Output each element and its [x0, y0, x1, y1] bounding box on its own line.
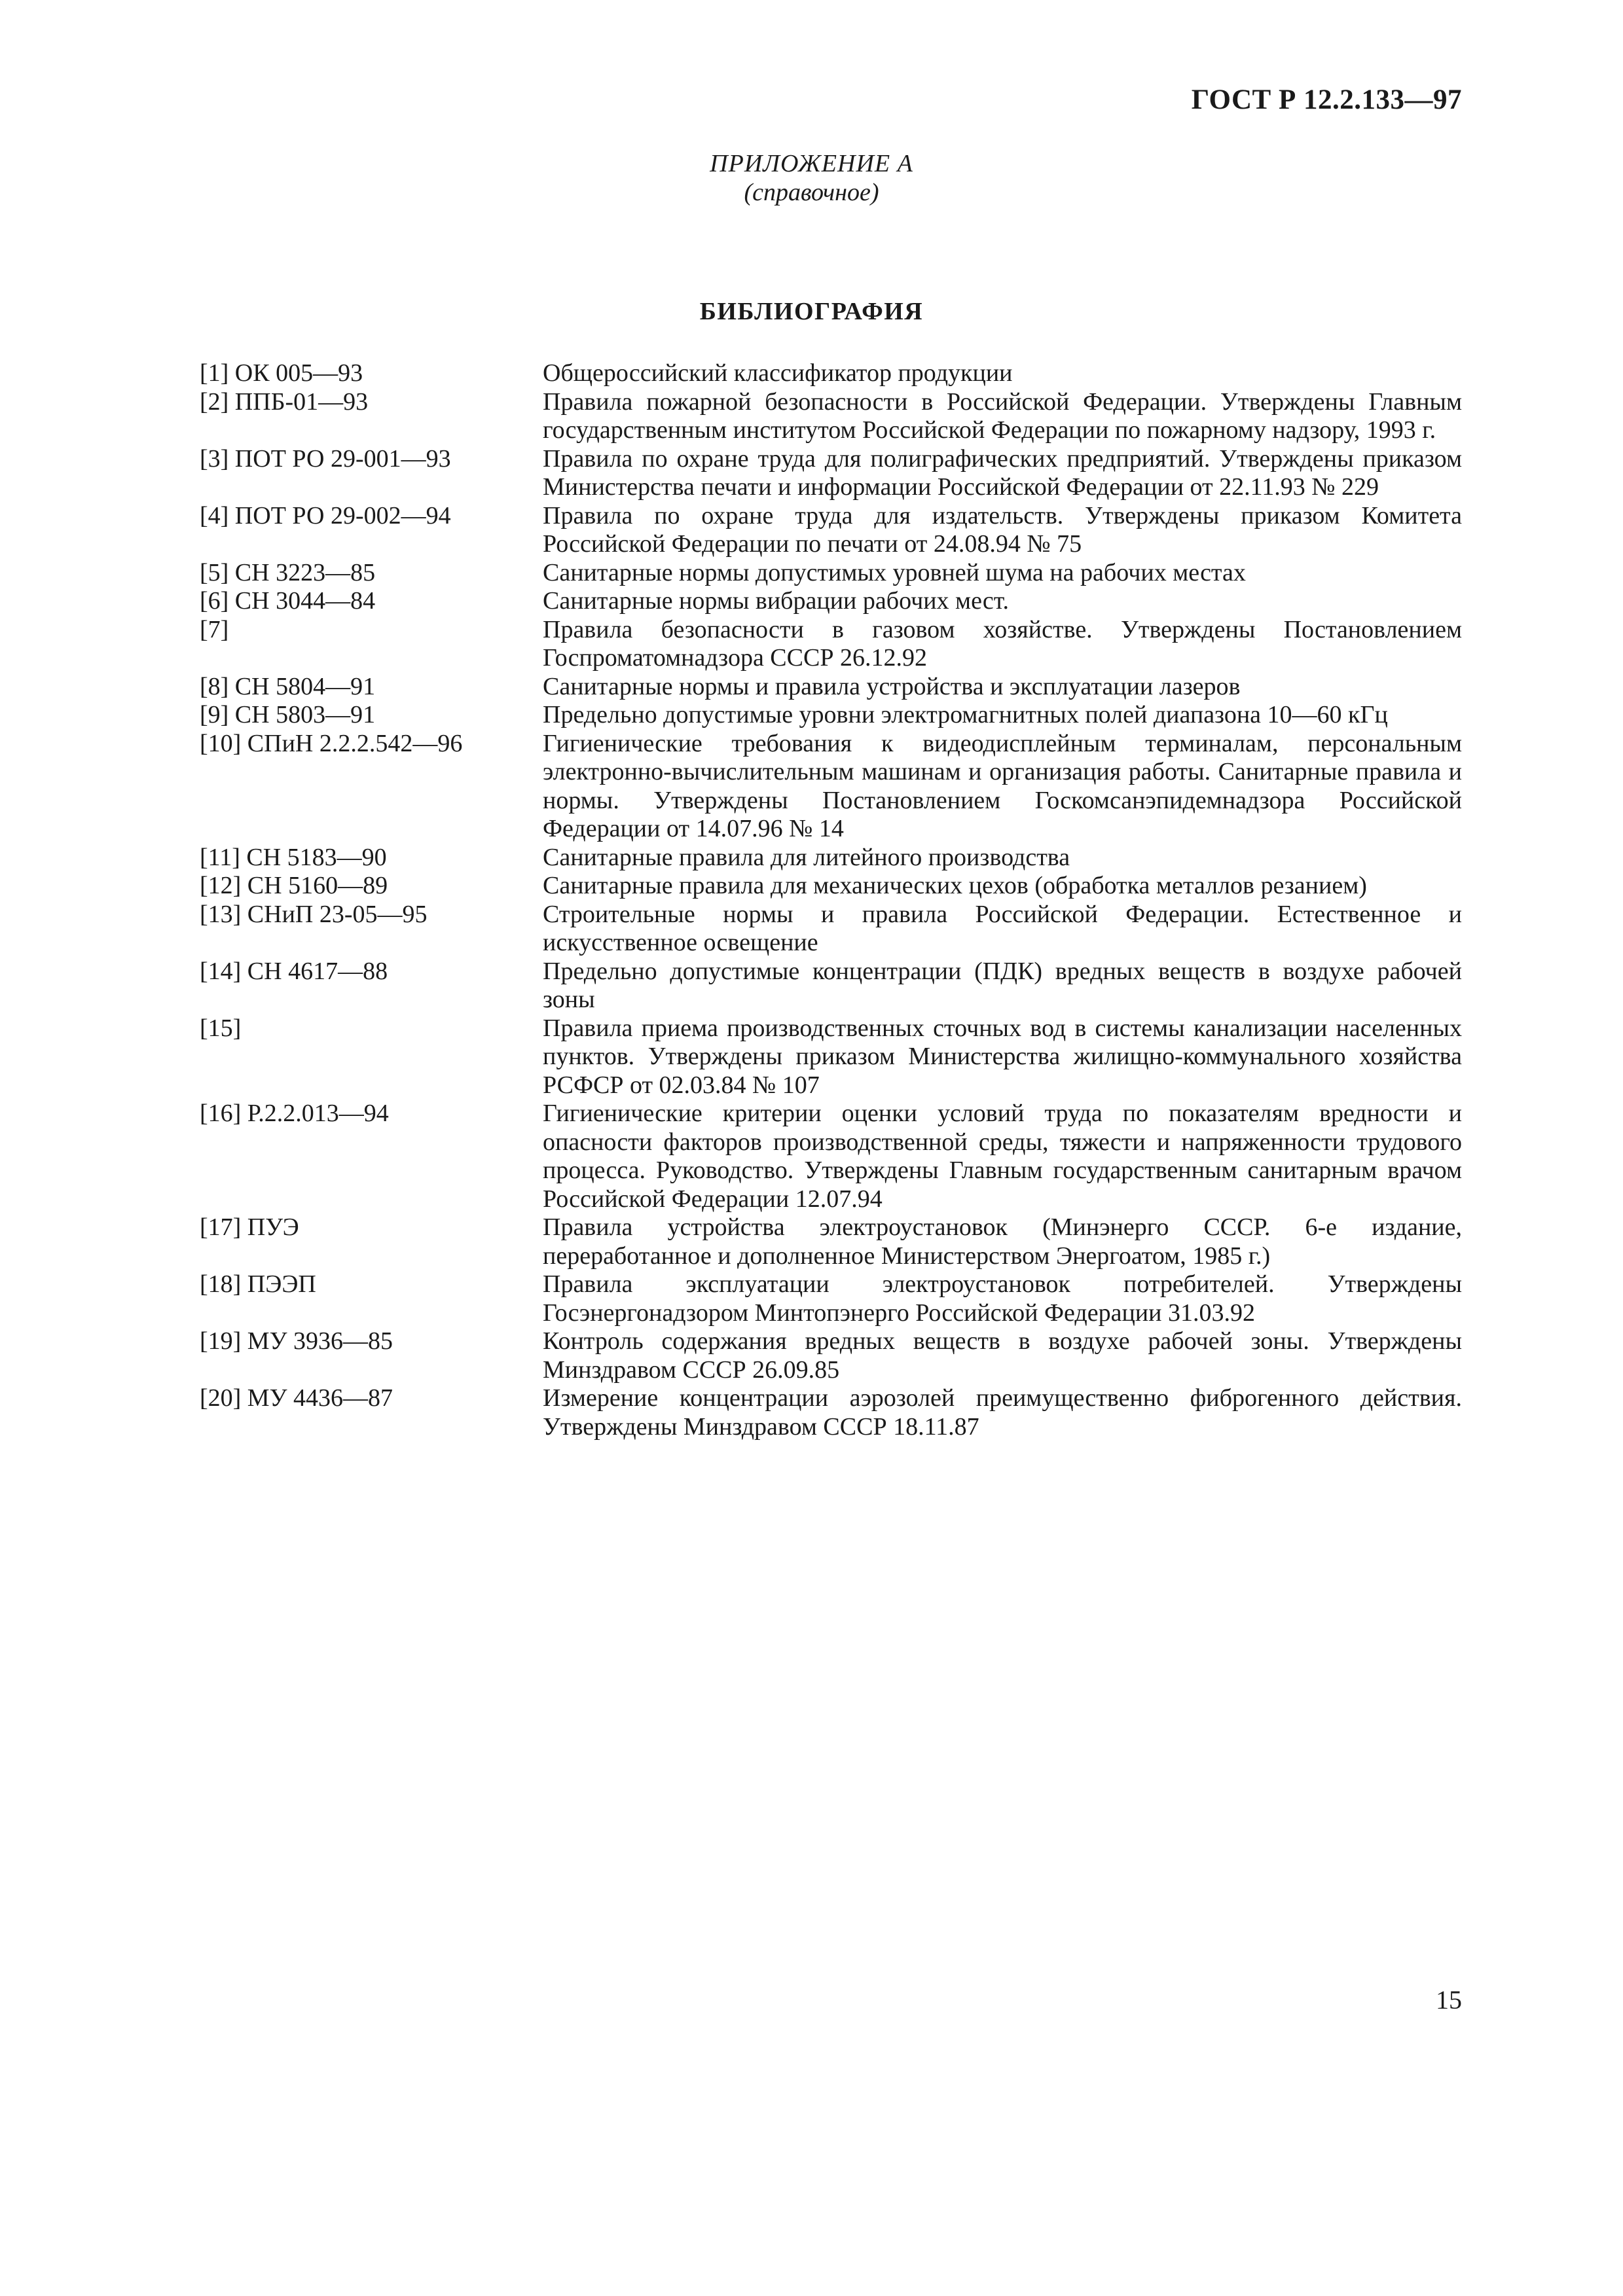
- bibliography-list: [200, 359, 1462, 1441]
- bibliography-ref: [1] ОК 005—93: [200, 359, 363, 387]
- bibliography-ref: [10] СПиН 2.2.2.542—96: [200, 729, 463, 757]
- bibliography-description: Санитарные правила для литейного производства: [543, 843, 1070, 871]
- bibliography-ref: [4] ПОТ РО 29-002—94: [200, 501, 451, 529]
- bibliography-entry: [200, 1327, 1462, 1384]
- bibliography-entry: [200, 872, 1462, 901]
- bibliography-description: Гигиенические требования к видеодисплейным терминалам, персональным электронно-вычислительным машинам и организация работы. Санитарные правила и нормы. Утверждены Постановлением Госкомсанэпидемнадзора Российской Федерации от 14.07.96 № 14: [543, 729, 1462, 842]
- page-number: 15: [1436, 1985, 1462, 2015]
- bibliography-ref: [17] ПУЭ: [200, 1213, 299, 1241]
- bibliography-ref: [19] МУ 3936—85: [200, 1327, 393, 1355]
- bibliography-entry: [200, 701, 1462, 730]
- bibliography-description: Санитарные правила для механических цехов (обработка металлов резанием): [543, 872, 1367, 899]
- bibliography-description: Правила безопасности в газовом хозяйстве. Утверждены Постановлением Госпроматомнадзора СССР 26.12.92: [543, 615, 1462, 672]
- bibliography-ref: [14] СН 4617—88: [200, 957, 388, 985]
- bibliography-ref: [7]: [200, 615, 229, 643]
- bibliography-description: Правила по охране труда для полиграфических предприятий. Утверждены приказом Министерства печати и информации Российской Федерации от 22.11.93 № 229: [543, 444, 1462, 501]
- bibliography-entry: [200, 502, 1462, 559]
- bibliography-entry: [200, 1100, 1462, 1213]
- bibliography-description: Правила пожарной безопасности в Российской Федерации. Утверждены Главным государственным институтом Российской Федерации по пожарному надзору, 1993 г.: [543, 387, 1462, 444]
- bibliography-description: Гигиенические критерии оценки условий труда по показателям вредности и опасности факторов производственной среды, тяжести и напряженности трудового процесса. Руководство. Утверждены Главным государственным санитарным врачом Российской Федерации 12.07.94: [543, 1100, 1462, 1213]
- bibliography-entry: [200, 901, 1462, 958]
- bibliography-entry: [200, 1384, 1462, 1441]
- bibliography-ref: [2] ППБ-01—93: [200, 387, 369, 416]
- document-code: ГОСТ Р 12.2.133—97: [1191, 84, 1462, 115]
- bibliography-description: Контроль содержания вредных веществ в воздухе рабочей зоны. Утверждены Минздравом СССР 26.09.85: [543, 1327, 1462, 1384]
- bibliography-entry: [200, 1014, 1462, 1100]
- bibliography-ref: [18] ПЭЭП: [200, 1270, 316, 1298]
- bibliography-description: Правила приема производственных сточных вод в системы канализации населенных пунктов. Утверждены приказом Министерства жилищно-коммунального хозяйства РСФСР от 02.03.84 № 107: [543, 1014, 1462, 1099]
- bibliography-ref: [13] СНиП 23-05—95: [200, 900, 428, 928]
- bibliography-ref: [9] СН 5803—91: [200, 701, 376, 728]
- bibliography-description: Правила по охране труда для издательств. Утверждены приказом Комитета Российской Федерации по печати от 24.08.94 № 75: [543, 501, 1462, 558]
- bibliography-entry: [200, 445, 1462, 502]
- bibliography-description: Измерение концентрации аэрозолей преимущественно фиброгенного действия. Утверждены Минздравом СССР 18.11.87: [543, 1384, 1462, 1441]
- bibliography-entry: [200, 1270, 1462, 1327]
- bibliography-entry: [200, 844, 1462, 872]
- bibliography-description: Строительные нормы и правила Российской Федерации. Естественное и искусственное освещение: [543, 900, 1462, 956]
- bibliography-ref: [6] СН 3044—84: [200, 587, 376, 615]
- bibliography-ref: [15]: [200, 1014, 242, 1042]
- bibliography-ref: [11] СН 5183—90: [200, 843, 387, 871]
- bibliography-description: Правила устройства электроустановок (Минэнерго СССР. 6-е издание, переработанное и дополненное Министерством Энергоатом, 1985 г.): [543, 1213, 1462, 1270]
- bibliography-entry: [200, 359, 1462, 388]
- bibliography-ref: [5] СН 3223—85: [200, 558, 376, 586]
- bibliography-ref: [3] ПОТ РО 29-001—93: [200, 444, 451, 473]
- bibliography-description: Общероссийский классификатор продукции: [543, 359, 1013, 387]
- bibliography-ref: [12] СН 5160—89: [200, 872, 388, 899]
- appendix-subtitle: (справочное): [744, 179, 879, 206]
- bibliography-description: Санитарные нормы допустимых уровней шума на рабочих местах: [543, 558, 1246, 586]
- bibliography-entry: [200, 559, 1462, 588]
- bibliography-description: Санитарные нормы вибрации рабочих мест.: [543, 587, 1010, 615]
- bibliography-ref: [8] СН 5804—91: [200, 672, 376, 700]
- bibliography-description: Санитарные нормы и правила устройства и эксплуатации лазеров: [543, 672, 1241, 700]
- bibliography-description: Правила эксплуатации электроустановок потребителей. Утверждены Госэнергонадзором Минтопэнерго Российской Федерации 31.03.92: [543, 1270, 1462, 1327]
- bibliography-ref: [20] МУ 4436—87: [200, 1384, 393, 1412]
- appendix-title: ПРИЛОЖЕНИЕ А: [710, 150, 913, 177]
- bibliography-description: Предельно допустимые уровни электромагнитных полей диапазона 10—60 кГц: [543, 701, 1388, 728]
- bibliography-entry: [200, 587, 1462, 616]
- bibliography-entry: [200, 616, 1462, 673]
- bibliography-entry: [200, 388, 1462, 445]
- section-title: БИБЛИОГРАФИЯ: [699, 298, 924, 325]
- bibliography-entry: [200, 730, 1462, 844]
- appendix-heading: [0, 149, 1623, 207]
- bibliography-entry: [200, 673, 1462, 702]
- bibliography-description: Предельно допустимые концентрации (ПДК) вредных веществ в воздухе рабочей зоны: [543, 957, 1462, 1013]
- bibliography-ref: [16] Р.2.2.013—94: [200, 1100, 389, 1127]
- bibliography-entry: [200, 958, 1462, 1014]
- bibliography-entry: [200, 1213, 1462, 1270]
